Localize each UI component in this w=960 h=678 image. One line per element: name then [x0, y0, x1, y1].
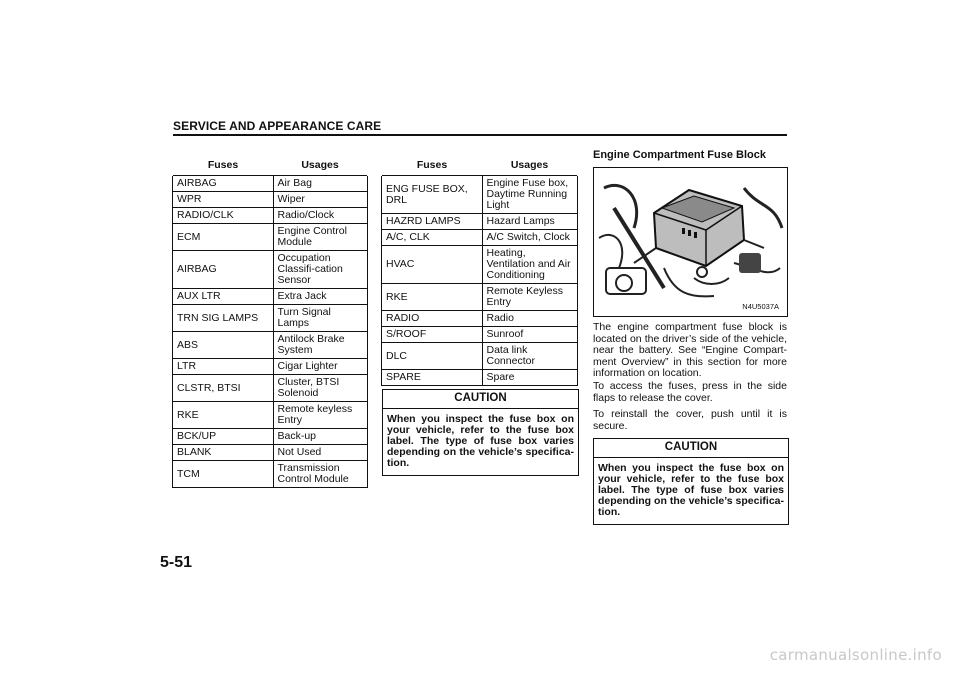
engine-compartment-illustration — [594, 168, 787, 316]
fuse-name-cell: ENG FUSE BOX, DRL — [382, 176, 482, 214]
fuse-usage-cell: Engine Control Module — [273, 224, 367, 251]
fuse-name-cell: HVAC — [382, 246, 482, 284]
paragraph-location: The engine compartment fuse block is located on the driver’s side of the vehicle, near the battery. See “Engine Compart-ment Overview” in this section for more information on location. — [593, 321, 787, 379]
caution-text: When you inspect the fuse box on your vehicle, refer to the fuse box label. The type of fuse box varies depending on the vehicle’s specifica-tion. — [598, 462, 784, 518]
caution-text: When you inspect the fuse box on your vehicle, refer to the fuse box label. The type of fuse box varies depending on the vehicle’s specifica-tion. — [387, 413, 574, 469]
column-header-usages: Usages — [273, 156, 367, 176]
header-divider — [173, 134, 787, 136]
fuse-name-cell: BCK/UP — [173, 429, 273, 445]
fuse-usage-cell: Not Used — [273, 445, 367, 461]
fuse-name-cell: WPR — [173, 192, 273, 208]
column-header-fuses: Fuses — [382, 156, 482, 176]
fuse-usage-cell: Wiper — [273, 192, 367, 208]
fuse-usage-cell: Turn Signal Lamps — [273, 305, 367, 332]
fuse-name-cell: AIRBAG — [173, 251, 273, 289]
fuse-usage-cell: Cluster, BTSI Solenoid — [273, 375, 367, 402]
fuse-name-cell: TCM — [173, 461, 273, 488]
table-frame — [381, 176, 578, 386]
page-number: 5-51 — [160, 554, 193, 571]
fuse-name-cell: RKE — [382, 284, 482, 311]
fuse-usage-cell: Cigar Lighter — [273, 359, 367, 375]
watermark: carmanualsonline.info — [769, 646, 942, 664]
fuse-usage-cell: Occupation Classifi-cation Sensor — [273, 251, 367, 289]
fuse-name-cell: LTR — [173, 359, 273, 375]
paragraph-access: To access the fuses, press in the side flaps to release the cover. — [593, 380, 787, 404]
fuse-usage-cell: Remote keyless Entry — [273, 402, 367, 429]
fuse-usage-cell: Radio — [482, 311, 577, 327]
column-header-fuses: Fuses — [173, 156, 273, 176]
fuse-usage-cell: Air Bag — [273, 176, 367, 192]
caution-title: CAUTION — [383, 390, 578, 409]
fuse-name-cell: RKE — [173, 402, 273, 429]
section-heading: Engine Compartment Fuse Block — [593, 149, 766, 161]
figure-label: N4U5037A — [742, 302, 779, 311]
caution-box-middle — [382, 389, 579, 476]
fuse-name-cell: S/ROOF — [382, 327, 482, 343]
fuse-name-cell: ABS — [173, 332, 273, 359]
fuse-usage-cell: Sunroof — [482, 327, 577, 343]
fuse-name-cell: HAZRD LAMPS — [382, 214, 482, 230]
fuse-usage-cell: Back-up — [273, 429, 367, 445]
fuse-name-cell: RADIO — [382, 311, 482, 327]
fuse-usage-cell: Engine Fuse box, Daytime Running Light — [482, 176, 577, 214]
fuse-name-cell: CLSTR, BTSI — [173, 375, 273, 402]
fuse-usage-cell: Transmission Control Module — [277, 462, 349, 485]
fuse-name-cell: TRN SIG LAMPS — [173, 305, 273, 332]
fuse-name-cell: DLC — [382, 343, 482, 370]
fuse-name-cell: ECM — [173, 224, 273, 251]
fuse-name-cell: AIRBAG — [173, 176, 273, 192]
caution-box-right — [593, 438, 789, 525]
fuse-usage-cell: Extra Jack — [273, 289, 367, 305]
engine-fuse-block-photo — [593, 167, 788, 317]
caution-title: CAUTION — [594, 439, 788, 458]
fuse-name-cell: A/C, CLK — [382, 230, 482, 246]
fuse-usage-cell: Heating, Ventilation and Air Conditioning — [482, 246, 577, 284]
fuse-usage-cell: Data link Connector — [482, 343, 577, 370]
fuse-name-cell: RADIO/CLK — [173, 208, 273, 224]
section-title: SERVICE AND APPEARANCE CARE — [173, 119, 382, 133]
fuse-usage-cell: Spare — [486, 371, 515, 383]
fuse-name-cell: BLANK — [173, 445, 273, 461]
fuse-name-cell: AUX LTR — [173, 289, 273, 305]
fuse-usage-cell: Radio/Clock — [273, 208, 367, 224]
paragraph-reinstall: To reinstall the cover, push until it is secure. — [593, 408, 787, 432]
fuse-name-cell: SPARE — [382, 370, 482, 386]
fuse-usage-cell: Antilock Brake System — [273, 332, 367, 359]
fuse-usage-cell: Remote Keyless Entry — [482, 284, 577, 311]
table-frame — [172, 176, 368, 488]
column-header-usages: Usages — [482, 156, 577, 176]
fuse-usage-cell: A/C Switch, Clock — [482, 230, 577, 246]
fuse-usage-cell: Hazard Lamps — [482, 214, 577, 230]
